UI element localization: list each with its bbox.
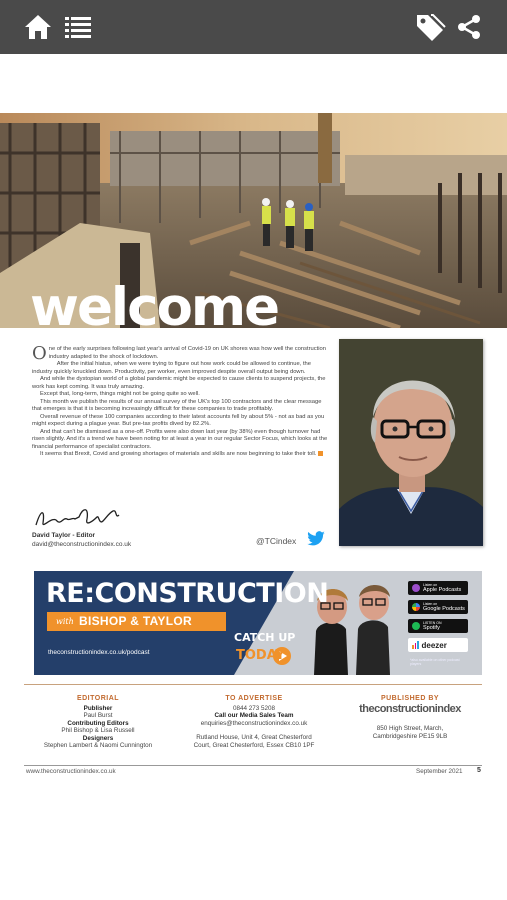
page-url[interactable]: www.theconstructionindex.co.uk (26, 768, 116, 775)
with-label: with (56, 617, 74, 626)
editorial-article (32, 343, 328, 459)
presenter-names: BISHOP & TAYLOR (79, 614, 192, 628)
publisher-address-line1: 850 High Street, March, (376, 725, 444, 732)
editor-portrait (339, 339, 483, 546)
designers: Stephen Lambert & Naomi Cunnington (43, 742, 153, 749)
footer-top-rule (24, 684, 482, 685)
editor-email-link[interactable]: david@theconstructionindex.co.uk (32, 541, 132, 548)
article-paragraph-3: And while the dystopian world of a global pandemic might be expected to cause clients to suspend projects, the work has kept coming. It was truly amazing. (32, 376, 326, 390)
editor-name: David Taylor - Editor (32, 532, 96, 539)
advertise-heading: TO ADVERTISE (225, 695, 283, 702)
published-by-heading: PUBLISHED BY (380, 695, 440, 702)
tag-icon[interactable] (413, 10, 447, 44)
publisher-label: Publisher (83, 704, 113, 712)
advertise-address-line2: Court, Great Chesterford, Essex CB10 1PF (193, 741, 315, 749)
article-paragraph-5: This month we publish the results of our annual survey of the UK's top 100 contractors and the clear message that emerges is that it is becoming increasingly difficult for these companies to trade profitably. (32, 398, 322, 412)
deezer-icon (412, 641, 419, 649)
advertise-email[interactable]: enquiries@theconstructionindex.co.uk (200, 719, 308, 727)
page-date: September 2021 (416, 768, 463, 775)
podcast-title: RE:CONSTRUCTION (46, 578, 329, 609)
home-icon[interactable] (21, 10, 55, 44)
page-number: 5 (477, 767, 481, 774)
spotify-badge[interactable]: LISTEN ON Spotify (408, 619, 468, 633)
contributing-editors-label: Contributing Editors (67, 719, 129, 727)
podcast-url[interactable]: theconstructionindex.co.uk/podcast (48, 649, 150, 656)
publisher-name: Paul Burst (83, 712, 113, 719)
apple-podcasts-badge[interactable]: Listen on Apple Podcasts (408, 581, 468, 595)
publisher-address-line2: Cambridgeshire PE15 9LB (372, 732, 448, 740)
designers-label: Designers (82, 734, 114, 742)
twitter-icon[interactable] (306, 531, 326, 552)
podcast-note: *also available on other podcast players (410, 658, 460, 666)
article-paragraph-6: Overall revenue of these 100 companies according to their latest accounts fell by about 5% - not as bad as you might expect during a plague year. But pre-tax profits dived by 82.2%. (32, 413, 325, 427)
publisher-logo: theconstructionindex (359, 702, 461, 715)
today-label: TODAY (236, 648, 285, 663)
editorial-credits (24, 695, 172, 750)
article-paragraph-7: And that can't be dismissed as a one-off. Profits were also down last year (by 38%) even though turnover had risen slightly. And it's a trend we have been noting for at least a year in our regular Sector Focus, which looks at the financial performance of specialist contractors. (32, 428, 328, 450)
google-podcasts-icon (412, 603, 420, 611)
catch-up-label: CATCH UP (234, 631, 296, 644)
share-icon[interactable] (452, 10, 486, 44)
contributing-editors: Phil Bishop & Lisa Russell (61, 727, 135, 734)
article-paragraph-1: One of the early surprises following last year's arrival of Covid-19 on UK shores was how well the construction industry adapted to the shock of lockdown. (32, 343, 326, 364)
google-podcasts-badge[interactable]: Listen on Google Podcasts (408, 600, 468, 614)
hero-construction-photo (0, 113, 507, 328)
top-toolbar (0, 0, 507, 54)
apple-podcasts-icon (412, 584, 420, 592)
list-icon[interactable] (61, 10, 95, 44)
podcast-banner[interactable] (34, 571, 482, 675)
welcome-heading: welcome (30, 277, 279, 328)
end-mark-icon (318, 451, 323, 456)
article-paragraph-8: It seems that Brexit, Covid and growing shortages of materials and skills are now beginning to take their toll. (32, 451, 328, 459)
spotify-icon (412, 622, 420, 630)
publisher-info (336, 695, 484, 740)
advertise-phone[interactable]: 0844 273 5208 (232, 704, 276, 712)
editorial-heading: EDITORIAL (76, 695, 120, 702)
deezer-badge[interactable]: deezer (408, 638, 468, 652)
media-sales-label: Call our Media Sales Team (214, 712, 294, 719)
article-paragraph-4: Except that, long-term, things might not be going quite so well. (40, 391, 200, 397)
article-paragraph-2: After the initial hiatus, when we were trying to figure out how work could be allowed to continue, the industry quickly knuckled down. Productivity, per worker, even improved despite overall output being down. (32, 361, 312, 375)
advertise-address-line1: Rutland House, Unit 4, Great Chesterford (196, 734, 312, 741)
twitter-handle[interactable]: @TCindex (256, 536, 297, 546)
advertise-info (174, 695, 334, 749)
footer-bottom-rule (24, 765, 482, 766)
drop-cap: O (32, 343, 47, 364)
